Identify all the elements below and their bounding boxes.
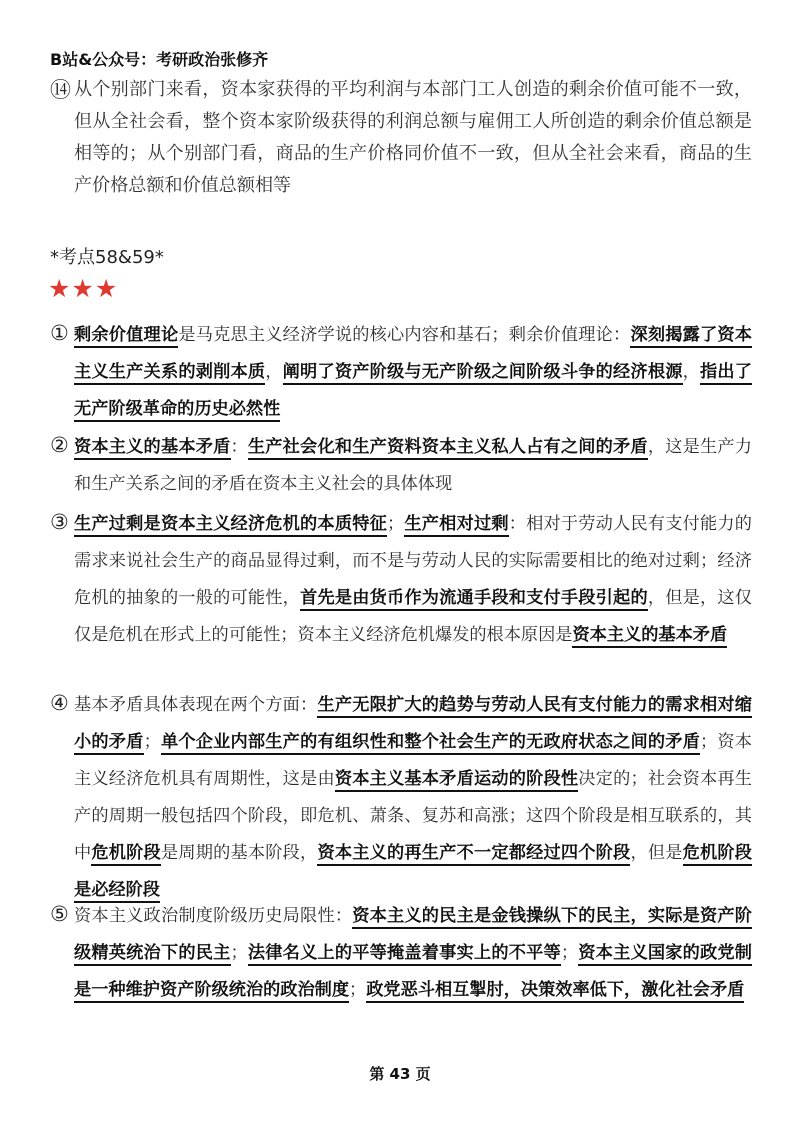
body-text: ：相对于劳动人民有支付能力的需求来说社会生产的商品显得过剩，而不是与劳动人民的实际需要相比的绝对过剩；经济危机的抽象的一般的可能性， (74, 514, 752, 608)
body-text: 基本矛盾具体表现在两个方面： (74, 695, 318, 715)
item-text (74, 898, 752, 1009)
body-text: 是周期的基本阶段， (160, 843, 318, 863)
emphasis-text: 资本主义国家的政党制是一种维护资产阶级统治的政治制度 (74, 943, 752, 1003)
emphasis-text: 生产无限扩大的趋势与劳动人民有支付能力的需求相对缩小的矛盾 (74, 695, 752, 755)
item-text (74, 687, 752, 909)
item-text: 从个别部门来看，资本家获得的平均利润与本部门工人创造的剩余价值可能不一致，但从全社会看，整个资本家阶级获得的利润总额与雇佣工人所创造的剩余价值总额是相等的；从个别部门看，商品的生产价格同价值不一致，但从全社会来看，商品的生产价格总额和价值总额相等 (74, 79, 752, 196)
page-number: 第 43 页 (369, 1065, 431, 1083)
item-text (74, 429, 752, 503)
emphasis-text: 生产过剩是资本主义经济危机的本质特征 (74, 514, 387, 537)
body-text: ， (265, 362, 283, 382)
emphasis-text: 首先是由货币作为流通手段和支付手段引起的 (300, 588, 648, 611)
emphasis-text: 剩余价值理论 (74, 325, 178, 348)
body-text: 是马克思主义经济学说的核心内容和基石；剩余价值理论： (178, 325, 631, 345)
body-text: ；资本主义经济危机具有周期性，这是由 (74, 732, 752, 789)
emphasis-text: 深刻揭露了资本主义生产关系的剥削本质 (74, 325, 752, 385)
body-text: ； (230, 943, 248, 963)
item-2 (50, 429, 752, 503)
body-text: ； (143, 732, 161, 752)
body-text: ： (230, 437, 248, 457)
star-rating: ★★★ (48, 274, 119, 303)
emphasis-text: 危机阶段是必经阶段 (74, 843, 752, 903)
body-text: ，但是，这仅仅是危机在形式上的可能性；资本主义经济危机爆发的根本原因是 (74, 588, 752, 645)
item-text (74, 317, 752, 428)
item-number: ③ (50, 510, 69, 534)
body-text: ，但是 (630, 843, 683, 863)
emphasis-text: 阐明了资产阶级与无产阶级之间阶级斗争的经济根源 (283, 362, 683, 385)
body-text: ； (349, 980, 367, 1000)
item-number: ④ (50, 691, 69, 715)
item-number: ⑭ (50, 78, 71, 102)
emphasis-text: 生产社会化和生产资料资本主义私人占有之间的矛盾 (248, 437, 648, 460)
body-text: ， (682, 362, 700, 382)
item-number: ⑤ (50, 902, 69, 926)
body-text: ，这是生产力和生产关系之间的矛盾在资本主义社会的具体体现 (74, 437, 752, 494)
item-1 (50, 317, 752, 428)
body-text: 决定的；社会资本再生产的周期一般包括四个阶段，即危机、萧条、复苏和高涨；这四个阶段是相互联系的，其中 (74, 769, 752, 863)
emphasis-text: 政党恶斗相互掣肘，决策效率低下，激化社会矛盾 (366, 980, 744, 1003)
source-header: B站&公众号：考研政治张修齐 (50, 50, 269, 69)
kaodian-label: *考点58&59* (50, 247, 164, 268)
emphasis-text: 资本主义基本矛盾运动的阶段性 (335, 769, 578, 792)
item-4 (50, 687, 752, 909)
emphasis-text: 资本主义的基本矛盾 (74, 437, 231, 460)
item-5 (50, 898, 752, 1009)
body-text: 资本主义政治制度阶级历史局限性： (74, 906, 353, 926)
emphasis-text: 单个企业内部生产的有组织性和整个社会生产的无政府状态之间的矛盾 (161, 732, 700, 755)
item-text (74, 506, 752, 654)
item-14 (50, 74, 752, 202)
emphasis-text: 法律名义上的平等掩盖着事实上的不平等 (248, 943, 561, 966)
emphasis-text: 指出了无产阶级革命的历史必然性 (74, 362, 752, 422)
emphasis-text: 资本主义的民主是金钱操纵下的民主，实际是资产阶级精英统治下的民主 (74, 906, 752, 966)
body-text: ； (560, 943, 579, 963)
emphasis-text: 生产相对过剩 (404, 514, 509, 537)
item-number: ② (50, 433, 69, 457)
emphasis-text: 危机阶段 (91, 843, 161, 866)
body-text: ； (387, 514, 405, 534)
emphasis-text: 资本主义的再生产不一定都经过四个阶段 (317, 843, 630, 866)
emphasis-text: 资本主义的基本矛盾 (572, 625, 727, 648)
item-number: ① (50, 321, 69, 345)
item-3 (50, 506, 752, 654)
